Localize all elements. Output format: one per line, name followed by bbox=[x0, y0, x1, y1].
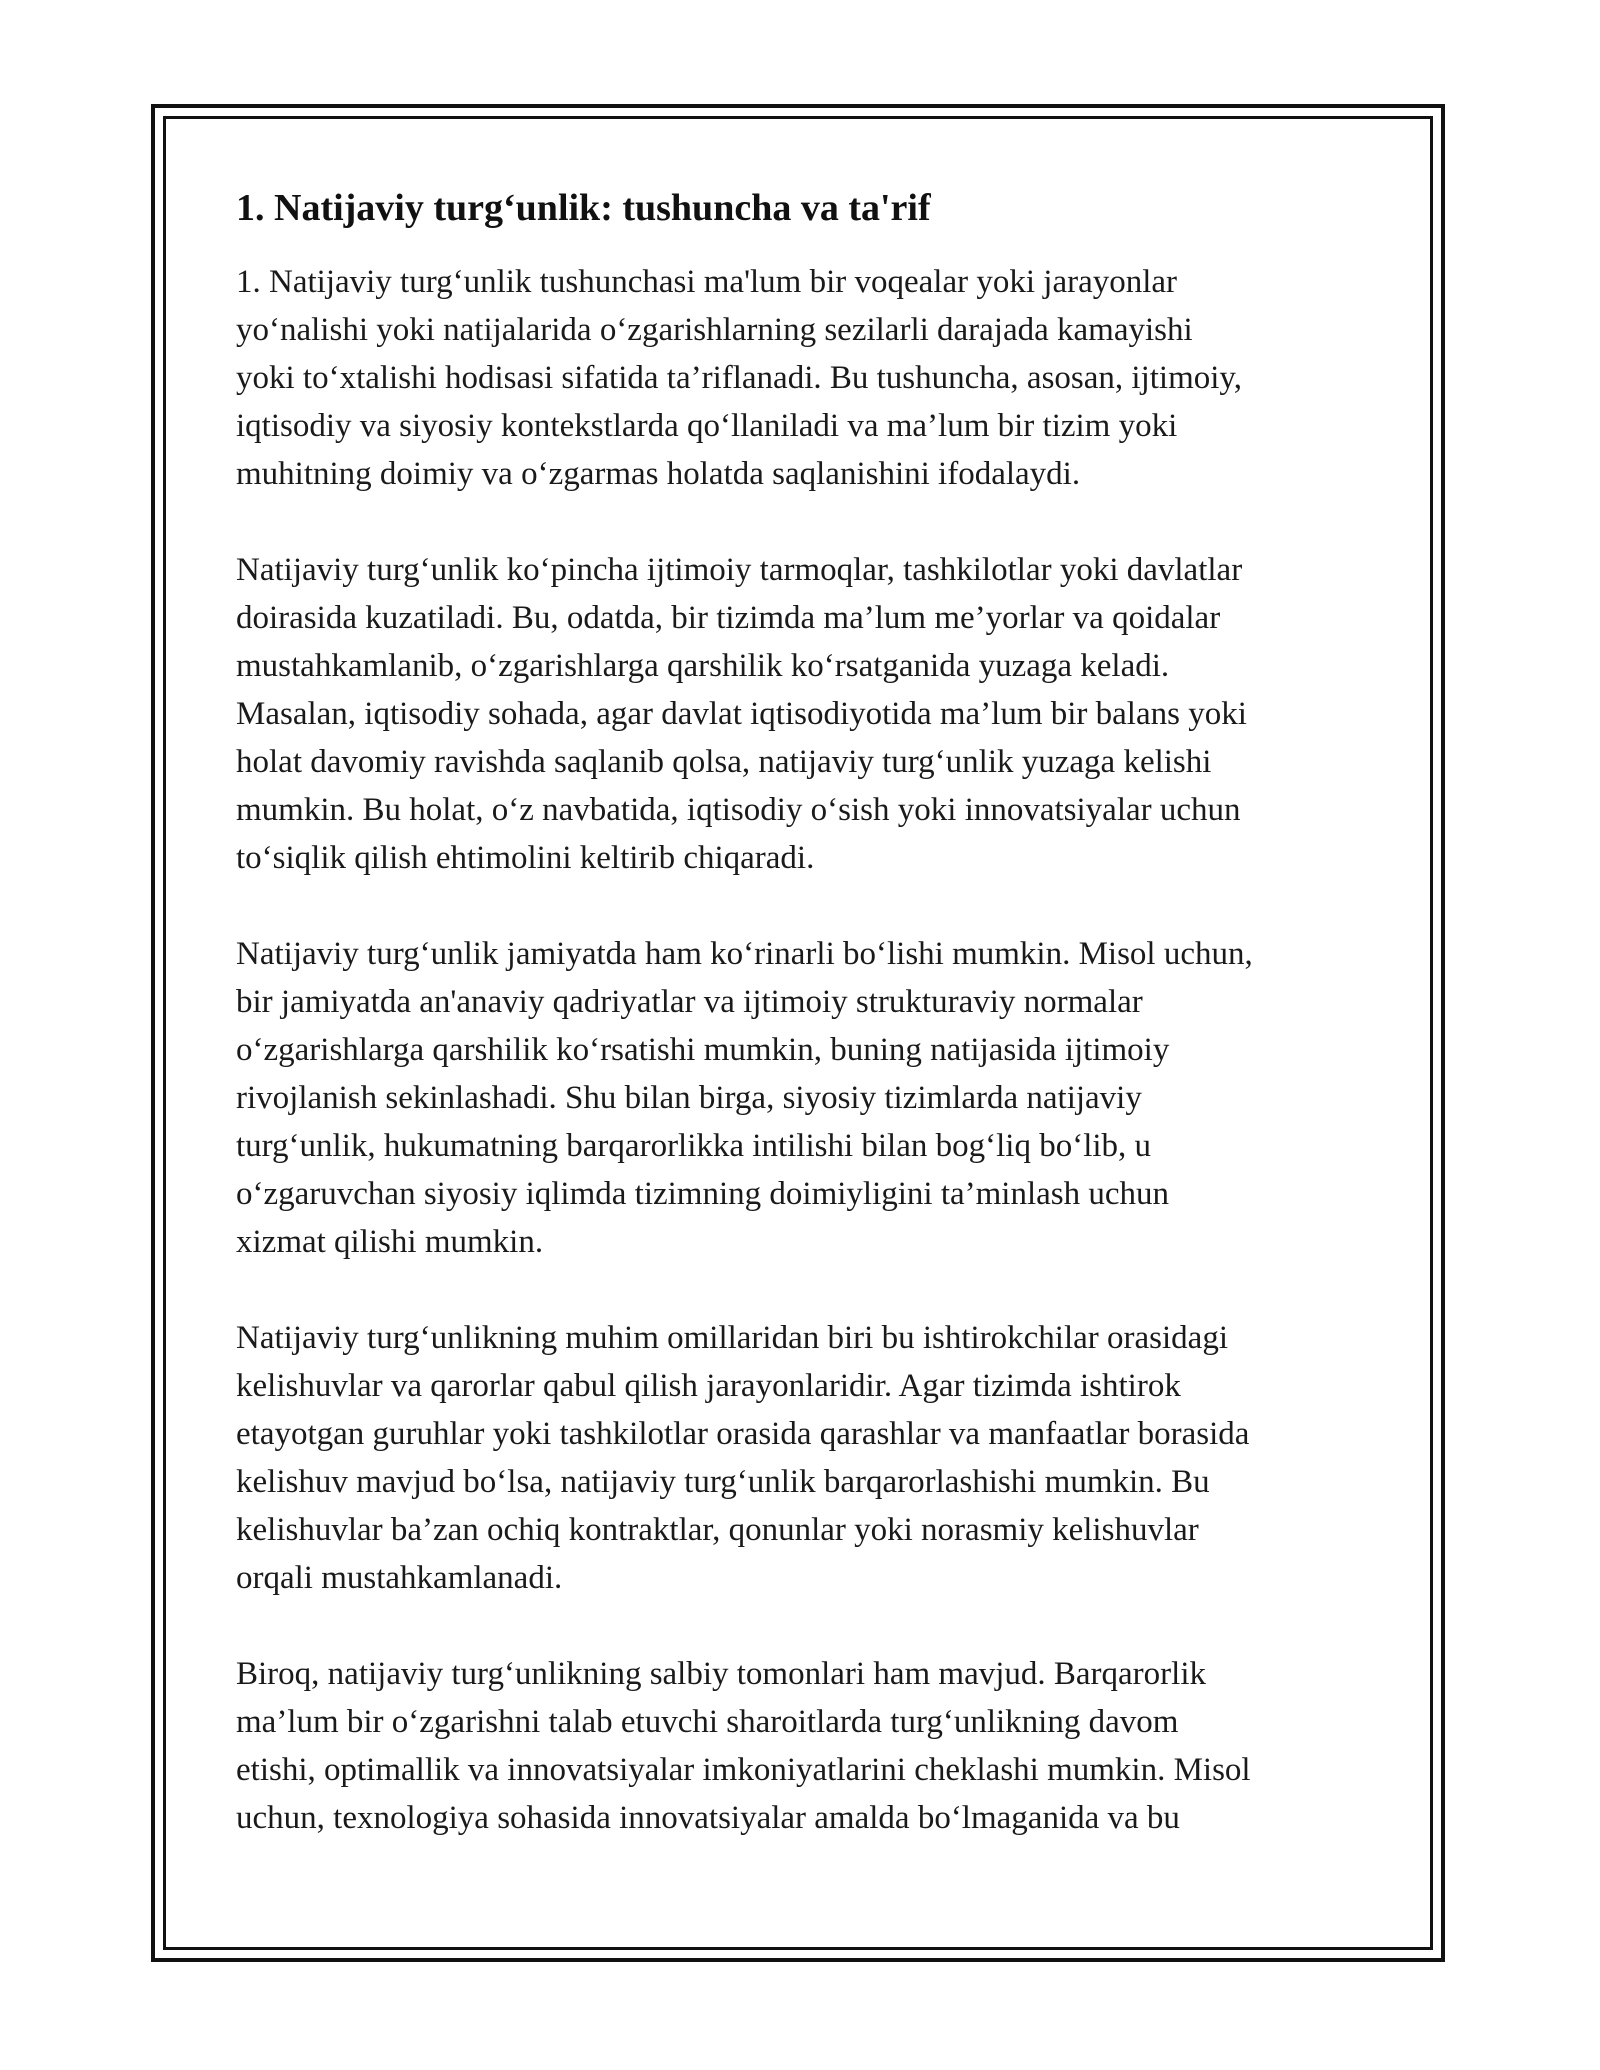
text-line: etayotgan guruhlar yoki tashkilotlar orasida qarashlar va manfaatlar borasida bbox=[236, 1416, 1250, 1452]
text-line: Natijaviy turg‘unlikning muhim omillaridan biri bu ishtirokchilar orasidagi bbox=[236, 1320, 1228, 1356]
section-heading: 1. Natijaviy turg‘unlik: tushuncha va ta'rif bbox=[236, 187, 931, 229]
text-line: o‘zgarishlarga qarshilik ko‘rsatishi mumkin, buning natijasida ijtimoiy bbox=[236, 1032, 1170, 1068]
text-line: kelishuvlar ba’zan ochiq kontraktlar, qonunlar yoki norasmiy kelishuvlar bbox=[236, 1512, 1199, 1548]
text-line: to‘siqlik qilish ehtimolini keltirib chiqaradi. bbox=[236, 840, 815, 876]
paragraph-1 bbox=[236, 258, 1386, 498]
text-line: mumkin. Bu holat, o‘z navbatida, iqtisodiy o‘sish yoki innovatsiyalar uchun bbox=[236, 792, 1241, 828]
text-line: xizmat qilishi mumkin. bbox=[236, 1224, 544, 1260]
paragraph-4 bbox=[236, 1314, 1386, 1602]
text-line: rivojlanish sekinlashadi. Shu bilan birga, siyosiy tizimlarda natijaviy bbox=[236, 1080, 1142, 1116]
text-line: doirasida kuzatiladi. Bu, odatda, bir tizimda ma’lum me’yorlar va qoidalar bbox=[236, 600, 1221, 636]
text-line: muhitning doimiy va o‘zgarmas holatda saqlanishini ifodalaydi. bbox=[236, 456, 1081, 492]
text-line: 1. Natijaviy turg‘unlik tushunchasi ma'lum bir voqealar yoki jarayonlar bbox=[236, 264, 1178, 300]
paragraph-5 bbox=[236, 1650, 1386, 1842]
text-line: mustahkamlanib, o‘zgarishlarga qarshilik ko‘rsatganida yuzaga keladi. bbox=[236, 648, 1170, 684]
text-line: kelishuvlar va qarorlar qabul qilish jarayonlaridir. Agar tizimda ishtirok bbox=[236, 1368, 1181, 1404]
text-line: uchun, texnologiya sohasida innovatsiyalar amalda bo‘lmaganida va bu bbox=[236, 1800, 1180, 1836]
text-line: o‘zgaruvchan siyosiy iqlimda tizimning doimiyligini ta’minlash uchun bbox=[236, 1176, 1170, 1212]
paragraph-3 bbox=[236, 930, 1386, 1266]
text-line: iqtisodiy va siyosiy kontekstlarda qo‘llaniladi va ma’lum bir tizim yoki bbox=[236, 408, 1178, 444]
text-line: ma’lum bir o‘zgarishni talab etuvchi sharoitlarda turg‘unlikning davom bbox=[236, 1704, 1179, 1740]
text-line: Natijaviy turg‘unlik ko‘pincha ijtimoiy tarmoqlar, tashkilotlar yoki davlatlar bbox=[236, 552, 1243, 588]
text-line: turg‘unlik, hukumatning barqarorlikka intilishi bilan bog‘liq bo‘lib, u bbox=[236, 1128, 1152, 1164]
paragraph-2 bbox=[236, 546, 1386, 882]
text-line: yo‘nalishi yoki natijalarida o‘zgarishlarning sezilarli darajada kamayishi bbox=[236, 312, 1193, 348]
text-line: Masalan, iqtisodiy sohada, agar davlat iqtisodiyotida ma’lum bir balans yoki bbox=[236, 696, 1247, 732]
text-line: orqali mustahkamlanadi. bbox=[236, 1560, 563, 1596]
text-line: Biroq, natijaviy turg‘unlikning salbiy tomonlari ham mavjud. Barqarorlik bbox=[236, 1656, 1206, 1692]
text-line: kelishuv mavjud bo‘lsa, natijaviy turg‘unlik barqarorlashishi mumkin. Bu bbox=[236, 1464, 1210, 1500]
text-line: Natijaviy turg‘unlik jamiyatda ham ko‘rinarli bo‘lishi mumkin. Misol uchun, bbox=[236, 936, 1253, 972]
text-line: bir jamiyatda an'anaviy qadriyatlar va ijtimoiy strukturaviy normalar bbox=[236, 984, 1143, 1020]
text-line: yoki to‘xtalishi hodisasi sifatida ta’riflanadi. Bu tushuncha, asosan, ijtimoiy, bbox=[236, 360, 1243, 396]
text-line: holat davomiy ravishda saqlanib qolsa, natijaviy turg‘unlik yuzaga kelishi bbox=[236, 744, 1212, 780]
text-line: etishi, optimallik va innovatsiyalar imkoniyatlarini cheklashi mumkin. Misol bbox=[236, 1752, 1251, 1788]
document-body bbox=[236, 184, 1386, 1890]
